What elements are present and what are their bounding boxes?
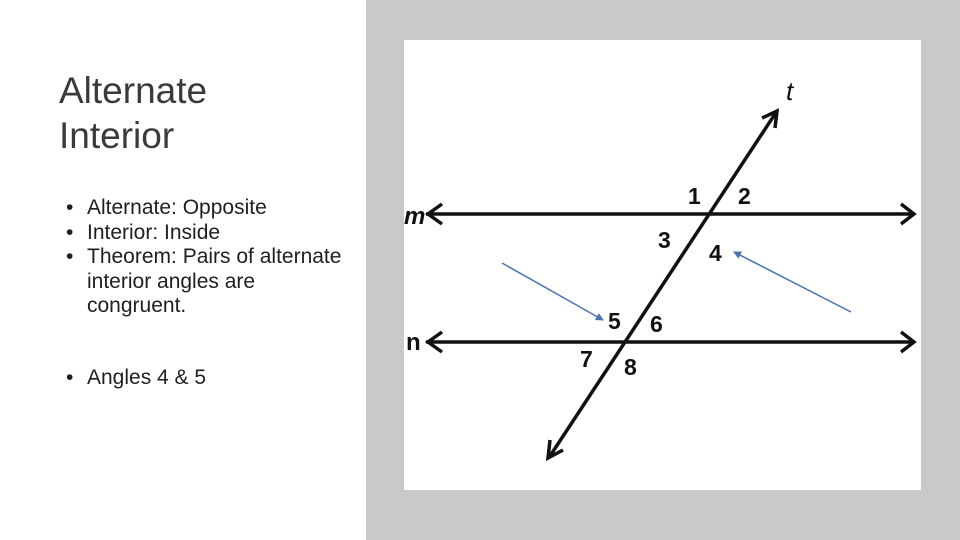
pointer-arrow-angle-5 [502, 263, 603, 320]
angle-8-label: 8 [624, 354, 637, 380]
angle-7-label: 7 [580, 346, 593, 372]
angle-1-label: 1 [688, 183, 701, 209]
bullet-theorem: • Theorem: Pairs of alternate interior angles are congruent. [66, 245, 356, 319]
title-line-2: Interior [59, 115, 175, 156]
label-t: t [786, 76, 794, 106]
label-m: m [404, 203, 426, 230]
bullet-interior: • Interior: Inside [66, 221, 356, 246]
title-line-1: Alternate [59, 70, 208, 111]
transversal-t [550, 114, 775, 456]
text-panel [0, 0, 366, 540]
slide-title [59, 68, 359, 158]
bullet-list [66, 196, 356, 390]
angle-6-label: 6 [650, 311, 663, 337]
pointer-arrow-angle-4 [734, 252, 851, 312]
angle-3-label: 3 [658, 227, 671, 253]
angle-5-label: 5 [608, 308, 621, 334]
label-n: n [406, 329, 421, 356]
angle-2-label: 2 [738, 183, 751, 209]
bullet-angles: • Angles 4 & 5 [66, 366, 356, 391]
diagram-image [404, 40, 921, 490]
parallel-lines-diagram [404, 40, 921, 490]
bullet-alternate: • Alternate: Opposite [66, 196, 356, 221]
angle-4-label: 4 [709, 240, 722, 266]
